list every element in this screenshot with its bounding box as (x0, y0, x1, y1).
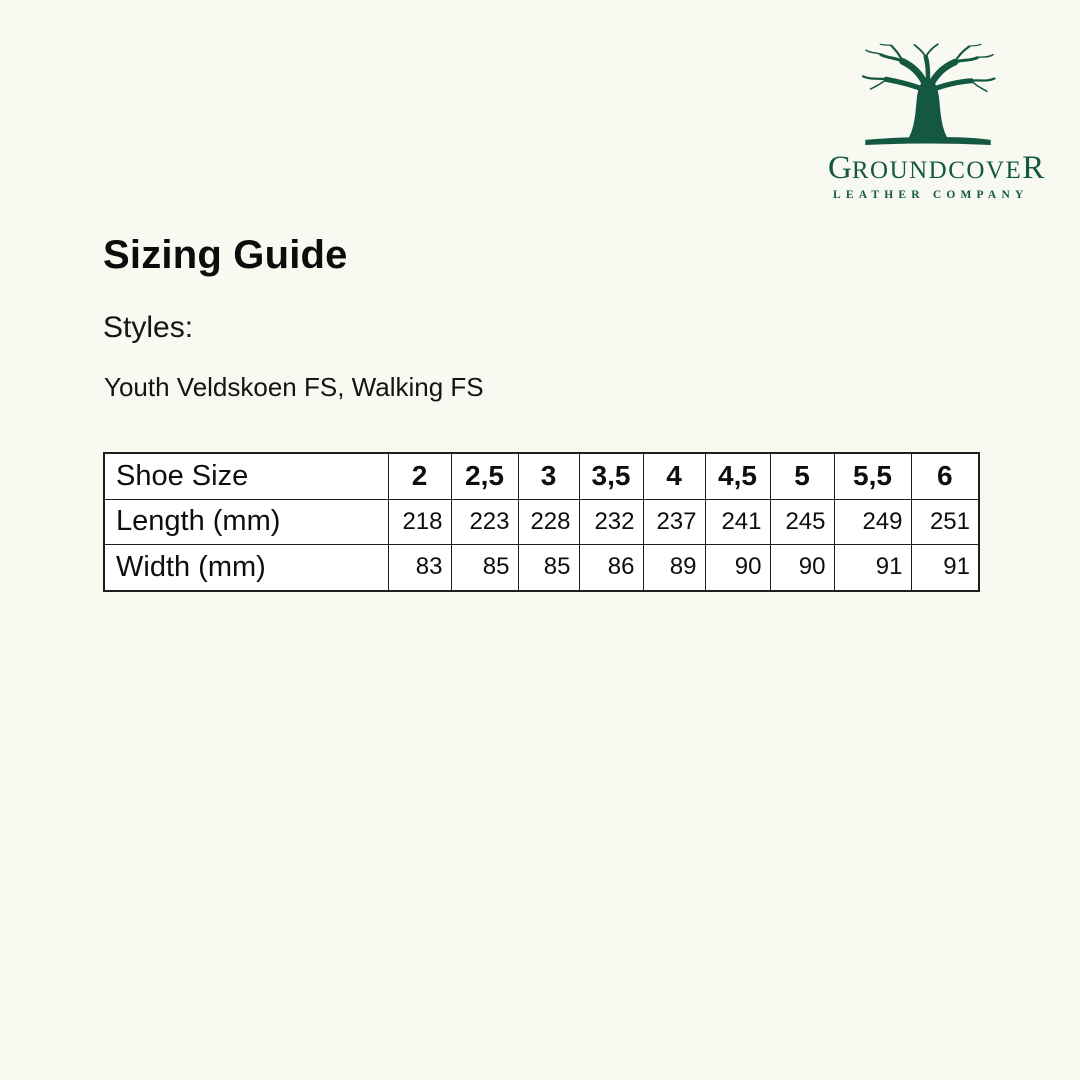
width-value-cell: 83 (388, 544, 451, 591)
width-value-cell: 85 (518, 544, 579, 591)
size-column-header: 6 (911, 453, 979, 499)
length-value-cell: 249 (834, 499, 911, 544)
size-column-header: 2 (388, 453, 451, 499)
baobab-tree-icon (843, 42, 1013, 154)
table-corner-header: Shoe Size (104, 453, 388, 499)
length-value-cell: 237 (643, 499, 705, 544)
styles-value: Youth Veldskoen FS, Walking FS (104, 372, 484, 402)
page-title: Sizing Guide (103, 233, 348, 277)
size-column-header: 3,5 (579, 453, 643, 499)
size-column-header: 4,5 (705, 453, 770, 499)
table-header-row (104, 453, 979, 499)
logo (828, 42, 1045, 201)
logo-wordmark-first-letter: G (828, 150, 852, 186)
width-value-cell: 89 (643, 544, 705, 591)
size-column-header: 5,5 (834, 453, 911, 499)
width-value-cell: 90 (770, 544, 834, 591)
logo-wordmark-last-letter: R (1022, 150, 1045, 186)
length-value-cell: 245 (770, 499, 834, 544)
width-value-cell: 90 (705, 544, 770, 591)
width-value-cell: 86 (579, 544, 643, 591)
size-column-header: 3 (518, 453, 579, 499)
length-value-cell: 251 (911, 499, 979, 544)
logo-wordmark (828, 150, 1045, 186)
length-value-cell: 241 (705, 499, 770, 544)
row-label-width: Width (mm) (104, 544, 388, 591)
table-row-length (104, 499, 979, 544)
length-value-cell: 232 (579, 499, 643, 544)
length-value-cell: 228 (518, 499, 579, 544)
styles-label: Styles: (103, 311, 194, 344)
width-value-cell: 91 (911, 544, 979, 591)
size-column-header: 5 (770, 453, 834, 499)
length-value-cell: 223 (451, 499, 518, 544)
row-label-length: Length (mm) (104, 499, 388, 544)
size-column-header: 2,5 (451, 453, 518, 499)
width-value-cell: 91 (834, 544, 911, 591)
sizing-table (103, 452, 980, 592)
size-column-header: 4 (643, 453, 705, 499)
logo-subtitle: LEATHER COMPANY (833, 189, 1029, 201)
length-value-cell: 218 (388, 499, 451, 544)
table-row-width (104, 544, 979, 591)
logo-wordmark-mid: ROUNDCOVE (851, 157, 1023, 184)
width-value-cell: 85 (451, 544, 518, 591)
